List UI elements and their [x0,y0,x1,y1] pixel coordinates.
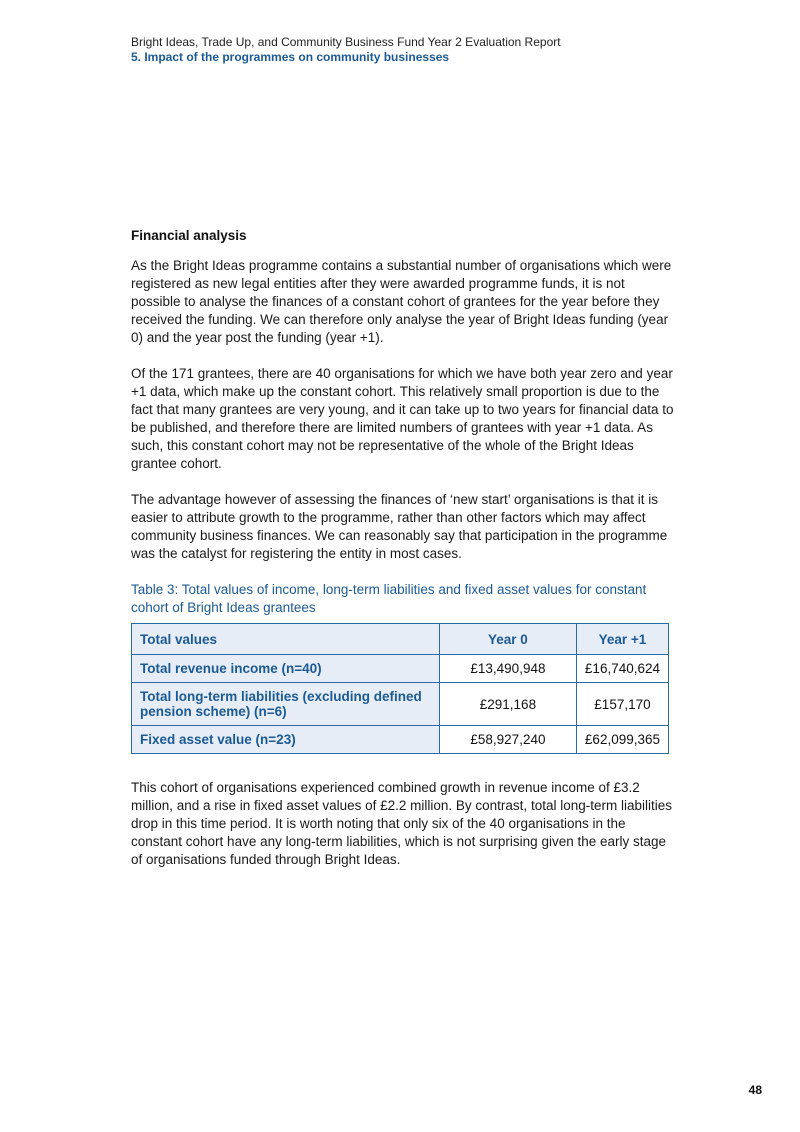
cell-liabilities-year-plus-1: £157,170 [576,683,668,726]
paragraph-3: The advantage however of assessing the finances of ‘new start’ organisations is that it is easier to attribute growth to the programme, rather than other factors which may affect community business finances. We can reasonably say that participation in the programme was the catalyst for registering the entity in most cases. [131,492,668,561]
page-header [131,35,561,65]
row-label-revenue: Total revenue income (n=40) [132,655,440,683]
row-label-liabilities: Total long-term liabilities (excluding defined pension scheme) (n=6) [132,683,440,726]
cell-fixed-assets-year-plus-1: £62,099,365 [576,726,668,754]
totals-table [131,623,669,754]
section-title: 5. Impact of the programmes on community businesses [131,50,450,64]
paragraph-2: Of the 171 grantees, there are 40 organisations for which we have both year zero and year +1 data, which make up the constant cohort. This relatively small proportion is due to the fact that many grantees are very young, and it can take up to two years for financial data to be published, and therefore there are limited numbers of grantees with year +1 data. As such, this constant cohort may not be representative of the whole of the Bright Ideas grantee cohort. [131,366,674,471]
column-header-total-values: Total values [132,624,440,655]
row-label-fixed-assets: Fixed asset value (n=23) [132,726,440,754]
main-content [131,227,676,887]
table-row [132,726,669,754]
report-title: Bright Ideas, Trade Up, and Community Business Fund Year 2 Evaluation Report [131,35,561,49]
page-number: 48 [748,1083,762,1097]
table-row [132,683,669,726]
column-header-year-plus-1: Year +1 [576,624,668,655]
closing-paragraph: This cohort of organisations experienced combined growth in revenue income of £3.2 million, and a rise in fixed asset values of £2.2 million. By contrast, total long-term liabilities drop in this time period. It is worth noting that only six of the 40 organisations in the constant cohort have any long-term liabilities, which is not surprising given the early stage of organisations funded through Bright Ideas. [131,780,672,867]
table-row [132,655,669,683]
column-header-year-0: Year 0 [439,624,576,655]
paragraph-1: As the Bright Ideas programme contains a substantial number of organisations which were registered as new legal entities after they were awarded programme funds, it is not possible to analyse the finances of a constant cohort of grantees for the year before they received the funding. We can therefore only analyse the year of Bright Ideas funding (year 0) and the year post the funding (year +1). [131,258,672,345]
section-heading: Financial analysis [131,228,247,243]
table-caption: Table 3: Total values of income, long-term liabilities and fixed asset values for constant cohort of Bright Ideas grantees [131,582,647,615]
cell-fixed-assets-year-0: £58,927,240 [439,726,576,754]
cell-revenue-year-plus-1: £16,740,624 [576,655,668,683]
cell-liabilities-year-0: £291,168 [439,683,576,726]
table-header-row [132,624,669,655]
cell-revenue-year-0: £13,490,948 [439,655,576,683]
